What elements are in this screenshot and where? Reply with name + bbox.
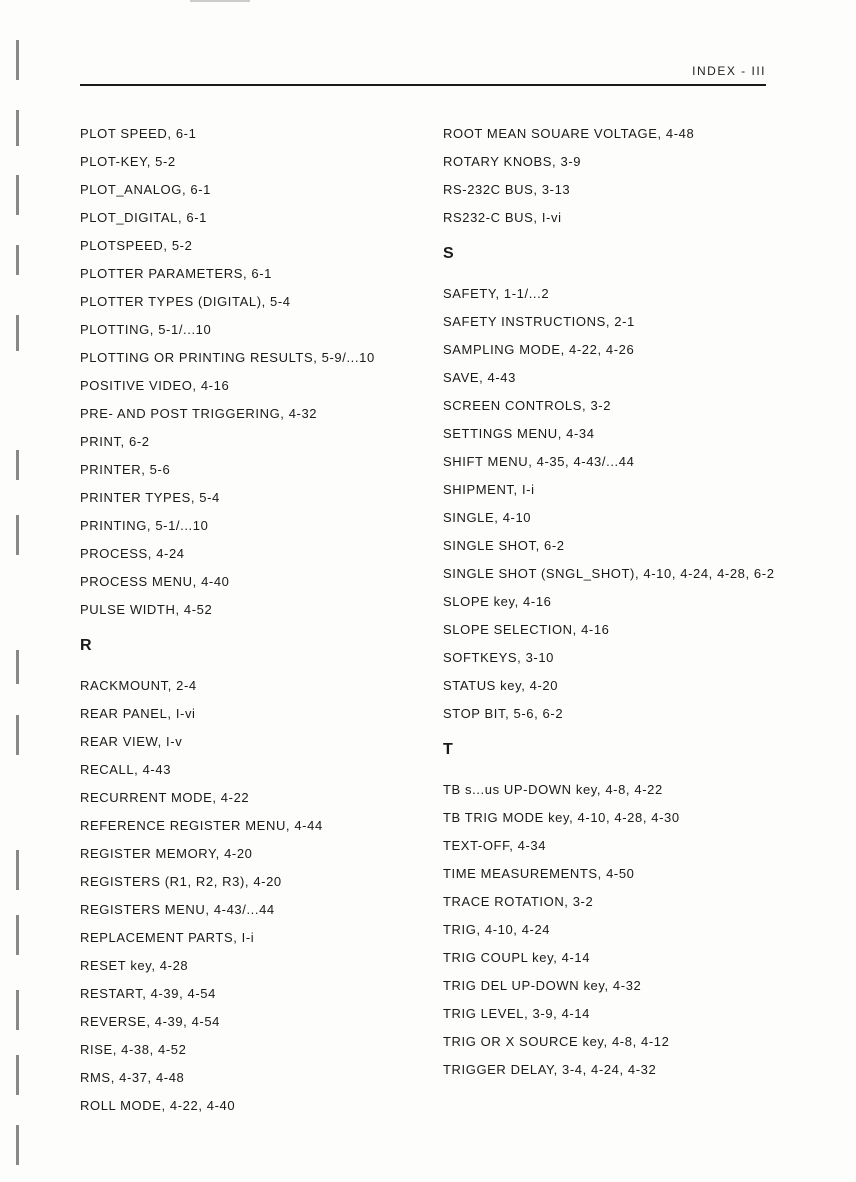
index-entry: SOFTKEYS, 3-10 bbox=[443, 650, 554, 665]
binding-mark bbox=[16, 850, 19, 890]
index-entry: SINGLE, 4-10 bbox=[443, 510, 532, 525]
index-entry: RMS, 4-37, 4-48 bbox=[80, 1070, 185, 1085]
index-entry: REGISTER MEMORY, 4-20 bbox=[80, 846, 253, 861]
index-entry: SAFETY, 1-1/...2 bbox=[443, 286, 550, 301]
index-entry: POSITIVE VIDEO, 4-16 bbox=[80, 378, 230, 393]
index-entry: PLOTTER TYPES (DIGITAL), 5-4 bbox=[80, 294, 291, 309]
index-entry: TB TRIG MODE key, 4-10, 4-28, 4-30 bbox=[443, 810, 680, 825]
binding-mark bbox=[16, 450, 19, 480]
index-entry: PROCESS, 4-24 bbox=[80, 546, 185, 561]
index-entry: RS-232C BUS, 3-13 bbox=[443, 182, 571, 197]
index-entry: TEXT-OFF, 4-34 bbox=[443, 838, 547, 853]
index-entry: REPLACEMENT PARTS, I-i bbox=[80, 930, 255, 945]
binding-mark bbox=[16, 245, 19, 275]
index-entry: PROCESS MENU, 4-40 bbox=[80, 574, 230, 589]
index-entry: TIME MEASUREMENTS, 4-50 bbox=[443, 866, 635, 881]
index-entry: TRACE ROTATION, 3-2 bbox=[443, 894, 594, 909]
binding-mark bbox=[16, 1055, 19, 1095]
index-entry: REAR VIEW, I-v bbox=[80, 734, 183, 749]
index-entry: PULSE WIDTH, 4-52 bbox=[80, 602, 213, 617]
index-entry: PLOTTING, 5-1/...10 bbox=[80, 322, 212, 337]
index-entry: REVERSE, 4-39, 4-54 bbox=[80, 1014, 221, 1029]
index-column-left bbox=[80, 126, 440, 1113]
index-letter-heading: S bbox=[443, 245, 454, 262]
binding-mark bbox=[16, 40, 19, 80]
binding-mark bbox=[16, 110, 19, 146]
scan-edge-mark bbox=[190, 0, 250, 2]
index-entry: PLOT_ANALOG, 6-1 bbox=[80, 182, 211, 197]
binding-mark bbox=[16, 1125, 19, 1165]
index-entry: RECURRENT MODE, 4-22 bbox=[80, 790, 250, 805]
index-entry: REAR PANEL, I-vi bbox=[80, 706, 196, 721]
page-header: INDEX - III bbox=[692, 64, 766, 78]
index-entry: SAMPLING MODE, 4-22, 4-26 bbox=[443, 342, 635, 357]
index-entry: SINGLE SHOT, 6-2 bbox=[443, 538, 565, 553]
index-entry: TRIG DEL UP-DOWN key, 4-32 bbox=[443, 978, 642, 993]
header-rule bbox=[80, 84, 766, 86]
index-entry: PLOTTER PARAMETERS, 6-1 bbox=[80, 266, 272, 281]
index-entry: RECALL, 4-43 bbox=[80, 762, 172, 777]
binding-mark bbox=[16, 715, 19, 755]
index-entry: ROOT MEAN SOUARE VOLTAGE, 4-48 bbox=[443, 126, 695, 141]
index-entry: PLOTTING OR PRINTING RESULTS, 5-9/...10 bbox=[80, 350, 375, 365]
index-entry: ROLL MODE, 4-22, 4-40 bbox=[80, 1098, 236, 1113]
index-entry: PRE- AND POST TRIGGERING, 4-32 bbox=[80, 406, 318, 421]
index-entry: SINGLE SHOT (SNGL_SHOT), 4-10, 4-24, 4-28, 6-2 bbox=[443, 566, 775, 581]
index-entry: SAVE, 4-43 bbox=[443, 370, 516, 385]
index-entry: RISE, 4-38, 4-52 bbox=[80, 1042, 187, 1057]
index-entry: SLOPE SELECTION, 4-16 bbox=[443, 622, 610, 637]
index-entry: REGISTERS MENU, 4-43/...44 bbox=[80, 902, 275, 917]
index-letter-heading: R bbox=[80, 637, 92, 654]
index-entry: RS232-C BUS, I-vi bbox=[443, 210, 562, 225]
index-entry: PRINTER, 5-6 bbox=[80, 462, 171, 477]
index-entry: TRIG OR X SOURCE key, 4-8, 4-12 bbox=[443, 1034, 670, 1049]
index-entry: PLOT SPEED, 6-1 bbox=[80, 126, 197, 141]
index-entry: SLOPE key, 4-16 bbox=[443, 594, 552, 609]
index-entry: PLOT_DIGITAL, 6-1 bbox=[80, 210, 207, 225]
index-entry: PLOTSPEED, 5-2 bbox=[80, 238, 193, 253]
index-letter-heading: T bbox=[443, 741, 453, 758]
index-entry: PRINT, 6-2 bbox=[80, 434, 150, 449]
index-entry: STOP BIT, 5-6, 6-2 bbox=[443, 706, 564, 721]
index-entry: REFERENCE REGISTER MENU, 4-44 bbox=[80, 818, 323, 833]
index-entry: STATUS key, 4-20 bbox=[443, 678, 559, 693]
binding-mark bbox=[16, 650, 19, 684]
index-entry: TRIGGER DELAY, 3-4, 4-24, 4-32 bbox=[443, 1062, 657, 1077]
index-entry: SETTINGS MENU, 4-34 bbox=[443, 426, 595, 441]
index-entry: SHIPMENT, I-i bbox=[443, 482, 535, 497]
index-entry: PRINTING, 5-1/...10 bbox=[80, 518, 209, 533]
index-entry: TRIG COUPL key, 4-14 bbox=[443, 950, 591, 965]
index-entry: SHIFT MENU, 4-35, 4-43/...44 bbox=[443, 454, 635, 469]
index-entry: TRIG, 4-10, 4-24 bbox=[443, 922, 551, 937]
binding-mark bbox=[16, 175, 19, 215]
binding-mark bbox=[16, 915, 19, 955]
binding-mark bbox=[16, 315, 19, 351]
index-entry: SAFETY INSTRUCTIONS, 2-1 bbox=[443, 314, 635, 329]
index-entry: SCREEN CONTROLS, 3-2 bbox=[443, 398, 612, 413]
index-entry: REGISTERS (R1, R2, R3), 4-20 bbox=[80, 874, 282, 889]
index-entry: ROTARY KNOBS, 3-9 bbox=[443, 154, 582, 169]
index-column-right bbox=[443, 126, 803, 1077]
index-entry: TRIG LEVEL, 3-9, 4-14 bbox=[443, 1006, 590, 1021]
index-entry: PRINTER TYPES, 5-4 bbox=[80, 490, 220, 505]
index-entry: RACKMOUNT, 2-4 bbox=[80, 678, 197, 693]
index-entry: PLOT-KEY, 5-2 bbox=[80, 154, 176, 169]
index-entry: RESET key, 4-28 bbox=[80, 958, 189, 973]
binding-mark bbox=[16, 990, 19, 1030]
index-entry: RESTART, 4-39, 4-54 bbox=[80, 986, 216, 1001]
binding-mark bbox=[16, 515, 19, 555]
index-entry: TB s...us UP-DOWN key, 4-8, 4-22 bbox=[443, 782, 663, 797]
